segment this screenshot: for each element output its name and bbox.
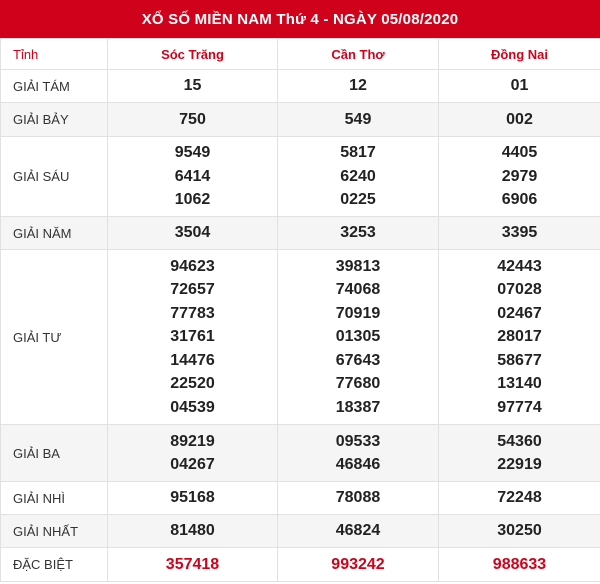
winning-number: 9549: [174, 144, 211, 162]
winning-number: 74068: [335, 281, 381, 299]
winning-number: 01305: [335, 328, 381, 346]
page-title: XỔ SỐ MIỀN NAM Thứ 4 - NGÀY 05/08/2020: [0, 0, 600, 38]
winning-number: 22520: [170, 375, 215, 393]
winning-number: 993242: [331, 555, 385, 573]
prize-cell: [278, 482, 439, 515]
winning-number: 54360: [497, 432, 542, 450]
prize-cell: [439, 548, 600, 582]
prize-cell: [439, 103, 600, 137]
prize-row: [1, 425, 600, 482]
prize-cell: [108, 70, 278, 103]
winning-number: 67643: [335, 351, 381, 369]
prize-cell: [108, 217, 278, 250]
province-column-header: Tỉnh: [1, 39, 108, 70]
winning-number: 58677: [497, 351, 542, 369]
winning-number: 95168: [170, 489, 215, 507]
winning-number: 39813: [335, 257, 381, 275]
winning-number: 46846: [335, 456, 381, 473]
winning-number: 14476: [170, 351, 215, 369]
prize-label: GIẢI BA: [1, 425, 108, 482]
winning-number: 28017: [497, 328, 542, 346]
winning-number: 549: [344, 110, 372, 128]
province-header-2[interactable]: Cần Thơ: [278, 39, 439, 70]
prize-label: GIẢI TƯ: [1, 250, 108, 425]
prize-label: GIẢI SÁU: [1, 137, 108, 217]
winning-number: 72248: [497, 489, 542, 507]
winning-number: 46824: [335, 522, 381, 540]
prize-cell: [108, 425, 278, 482]
winning-number: 22919: [497, 456, 542, 473]
winning-number: 1062: [174, 191, 211, 209]
prize-label: GIẢI BẢY: [1, 103, 108, 137]
winning-number: 81480: [170, 522, 215, 540]
prize-label: GIẢI NHẤT: [1, 515, 108, 548]
prize-row: [1, 70, 600, 103]
winning-number: 94623: [170, 257, 215, 275]
winning-number: 5817: [340, 144, 376, 162]
winning-number: 04539: [170, 398, 215, 416]
winning-number: 70919: [335, 304, 381, 322]
winning-number: 988633: [492, 555, 547, 573]
winning-number: 01: [510, 77, 529, 95]
prize-row: [1, 217, 600, 250]
winning-number: 09533: [335, 432, 381, 450]
winning-number: 77680: [335, 375, 381, 393]
prize-cell: [278, 548, 439, 582]
winning-number: 42443: [497, 257, 542, 275]
winning-number: 3253: [340, 224, 376, 242]
prize-cell: [439, 137, 600, 217]
winning-number: 6906: [501, 191, 538, 209]
prize-cell: [278, 217, 439, 250]
winning-number: 357418: [165, 555, 220, 573]
winning-number: 30250: [497, 522, 542, 540]
winning-number: 0225: [340, 191, 376, 209]
prize-cell: [108, 137, 278, 217]
winning-number: 31761: [170, 328, 215, 346]
prize-cell: [278, 250, 439, 425]
winning-number: 89219: [170, 432, 215, 450]
prize-label: GIẢI TÁM: [1, 70, 108, 103]
prize-row: [1, 137, 600, 217]
winning-number: 15: [183, 77, 202, 95]
results-table: [0, 38, 600, 582]
winning-number: 72657: [170, 281, 215, 299]
province-header-3[interactable]: Đồng Nai: [439, 39, 600, 70]
prize-label: ĐẶC BIỆT: [1, 548, 108, 582]
prize-cell: [278, 103, 439, 137]
winning-number: 002: [506, 110, 533, 128]
winning-number: 77783: [170, 304, 215, 322]
winning-number: 97774: [497, 398, 542, 416]
prize-cell: [278, 70, 439, 103]
prize-row: [1, 250, 600, 425]
prize-cell: [278, 515, 439, 548]
prize-cell: [439, 250, 600, 425]
winning-number: 13140: [497, 375, 542, 393]
prize-cell: [108, 515, 278, 548]
winning-number: 78088: [335, 489, 381, 507]
prize-cell: [439, 515, 600, 548]
winning-number: 02467: [497, 304, 542, 322]
prize-row: [1, 548, 600, 582]
table-header-row: [1, 39, 600, 70]
prize-cell: [108, 482, 278, 515]
prize-cell: [278, 425, 439, 482]
winning-number: 12: [349, 77, 367, 95]
winning-number: 07028: [497, 281, 542, 299]
winning-number: 04267: [170, 456, 215, 473]
winning-number: 750: [179, 110, 206, 128]
winning-number: 18387: [335, 398, 381, 416]
winning-number: 6414: [174, 167, 211, 185]
prize-cell: [108, 250, 278, 425]
province-header-1[interactable]: Sóc Trăng: [108, 39, 278, 70]
prize-cell: [108, 548, 278, 582]
prize-row: [1, 515, 600, 548]
prize-label: GIẢI NHÌ: [1, 482, 108, 515]
prize-cell: [439, 425, 600, 482]
prize-cell: [439, 217, 600, 250]
winning-number: 3395: [501, 224, 538, 242]
prize-row: [1, 103, 600, 137]
prize-cell: [108, 103, 278, 137]
winning-number: 3504: [174, 224, 211, 242]
prize-cell: [278, 137, 439, 217]
prize-label: GIẢI NĂM: [1, 217, 108, 250]
winning-number: 6240: [340, 167, 376, 185]
prize-row: [1, 482, 600, 515]
winning-number: 2979: [501, 167, 538, 185]
prize-cell: [439, 482, 600, 515]
winning-number: 4405: [501, 144, 538, 162]
prize-cell: [439, 70, 600, 103]
